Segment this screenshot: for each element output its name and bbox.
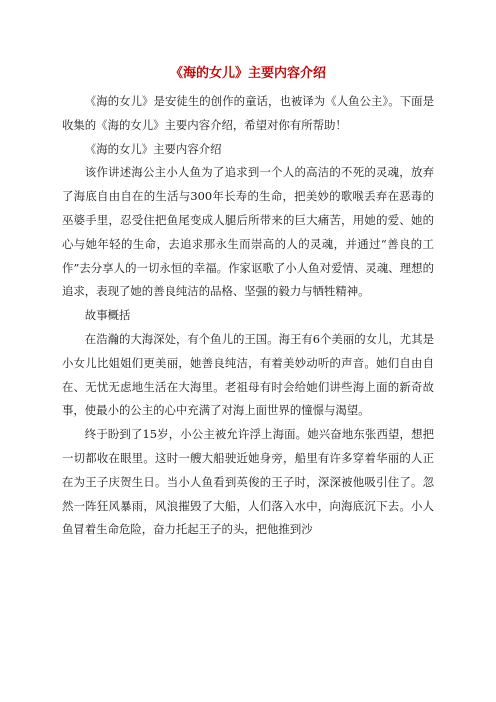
document-body [62, 90, 434, 542]
section-heading-story: 故事概括 [84, 308, 131, 323]
paragraph-intro: 《海的女儿》是安徒生的创作的童话，也被译为《人鱼公主》。下面是收集的《海的女儿》主要内容介绍，希望对你有所帮助！ [62, 94, 434, 132]
section-heading-summary: 《海的女儿》主要内容介绍 [84, 141, 222, 156]
paragraph-summary: 该作讲述海公主小人鱼为了追求到一个人的高洁的不死的灵魂，放弃了海底自由自在的生活与300年长寿的生命，把美妙的歌喉丢弃在恶毒的巫婆手里，忍受住把鱼尾变成人腿后所带来的巨大痛苦，用她的爱、她的心与她年轻的生命，去追求那永生而崇高的人的灵魂，并通过“善良的工作”去分享人的一切永恒的幸福。作家讴歌了小人鱼对爱情、灵魂、理想的追求，表现了她的善良纯洁的品格、坚强的毅力与牺牲精神。 [62, 165, 434, 299]
document-title: 《海的女儿》主要内容介绍 [169, 66, 326, 81]
paragraph-story-1: 在浩瀚的大海深处，有个鱼儿的王国。海王有6个美丽的女儿，尤其是小女儿比姐姐们更美丽，她善良纯洁，有着美妙动听的声音。她们自由自在、无忧无虑地生活在大海里。老祖母有时会给她们讲些海上面的新奇故事，使最小的公主的心中充满了对海上面世界的憧憬与渴望。 [62, 331, 434, 418]
paragraph-story-2: 终于盼到了15岁，小公主被允许浮上海面。她兴奋地东张西望，想把一切都收在眼里。这时一艘大船驶近她身旁，船里有许多穿着华丽的人正在为王子庆贺生日。当小人鱼看到英俊的王子时，深深被他吸引住了。忽然一阵狂风暴雨，风浪摧毁了大船，人们落入水中，向海底沉下去。小人鱼冒着生命危险，奋力托起王子的头，把他推到沙 [62, 427, 434, 537]
